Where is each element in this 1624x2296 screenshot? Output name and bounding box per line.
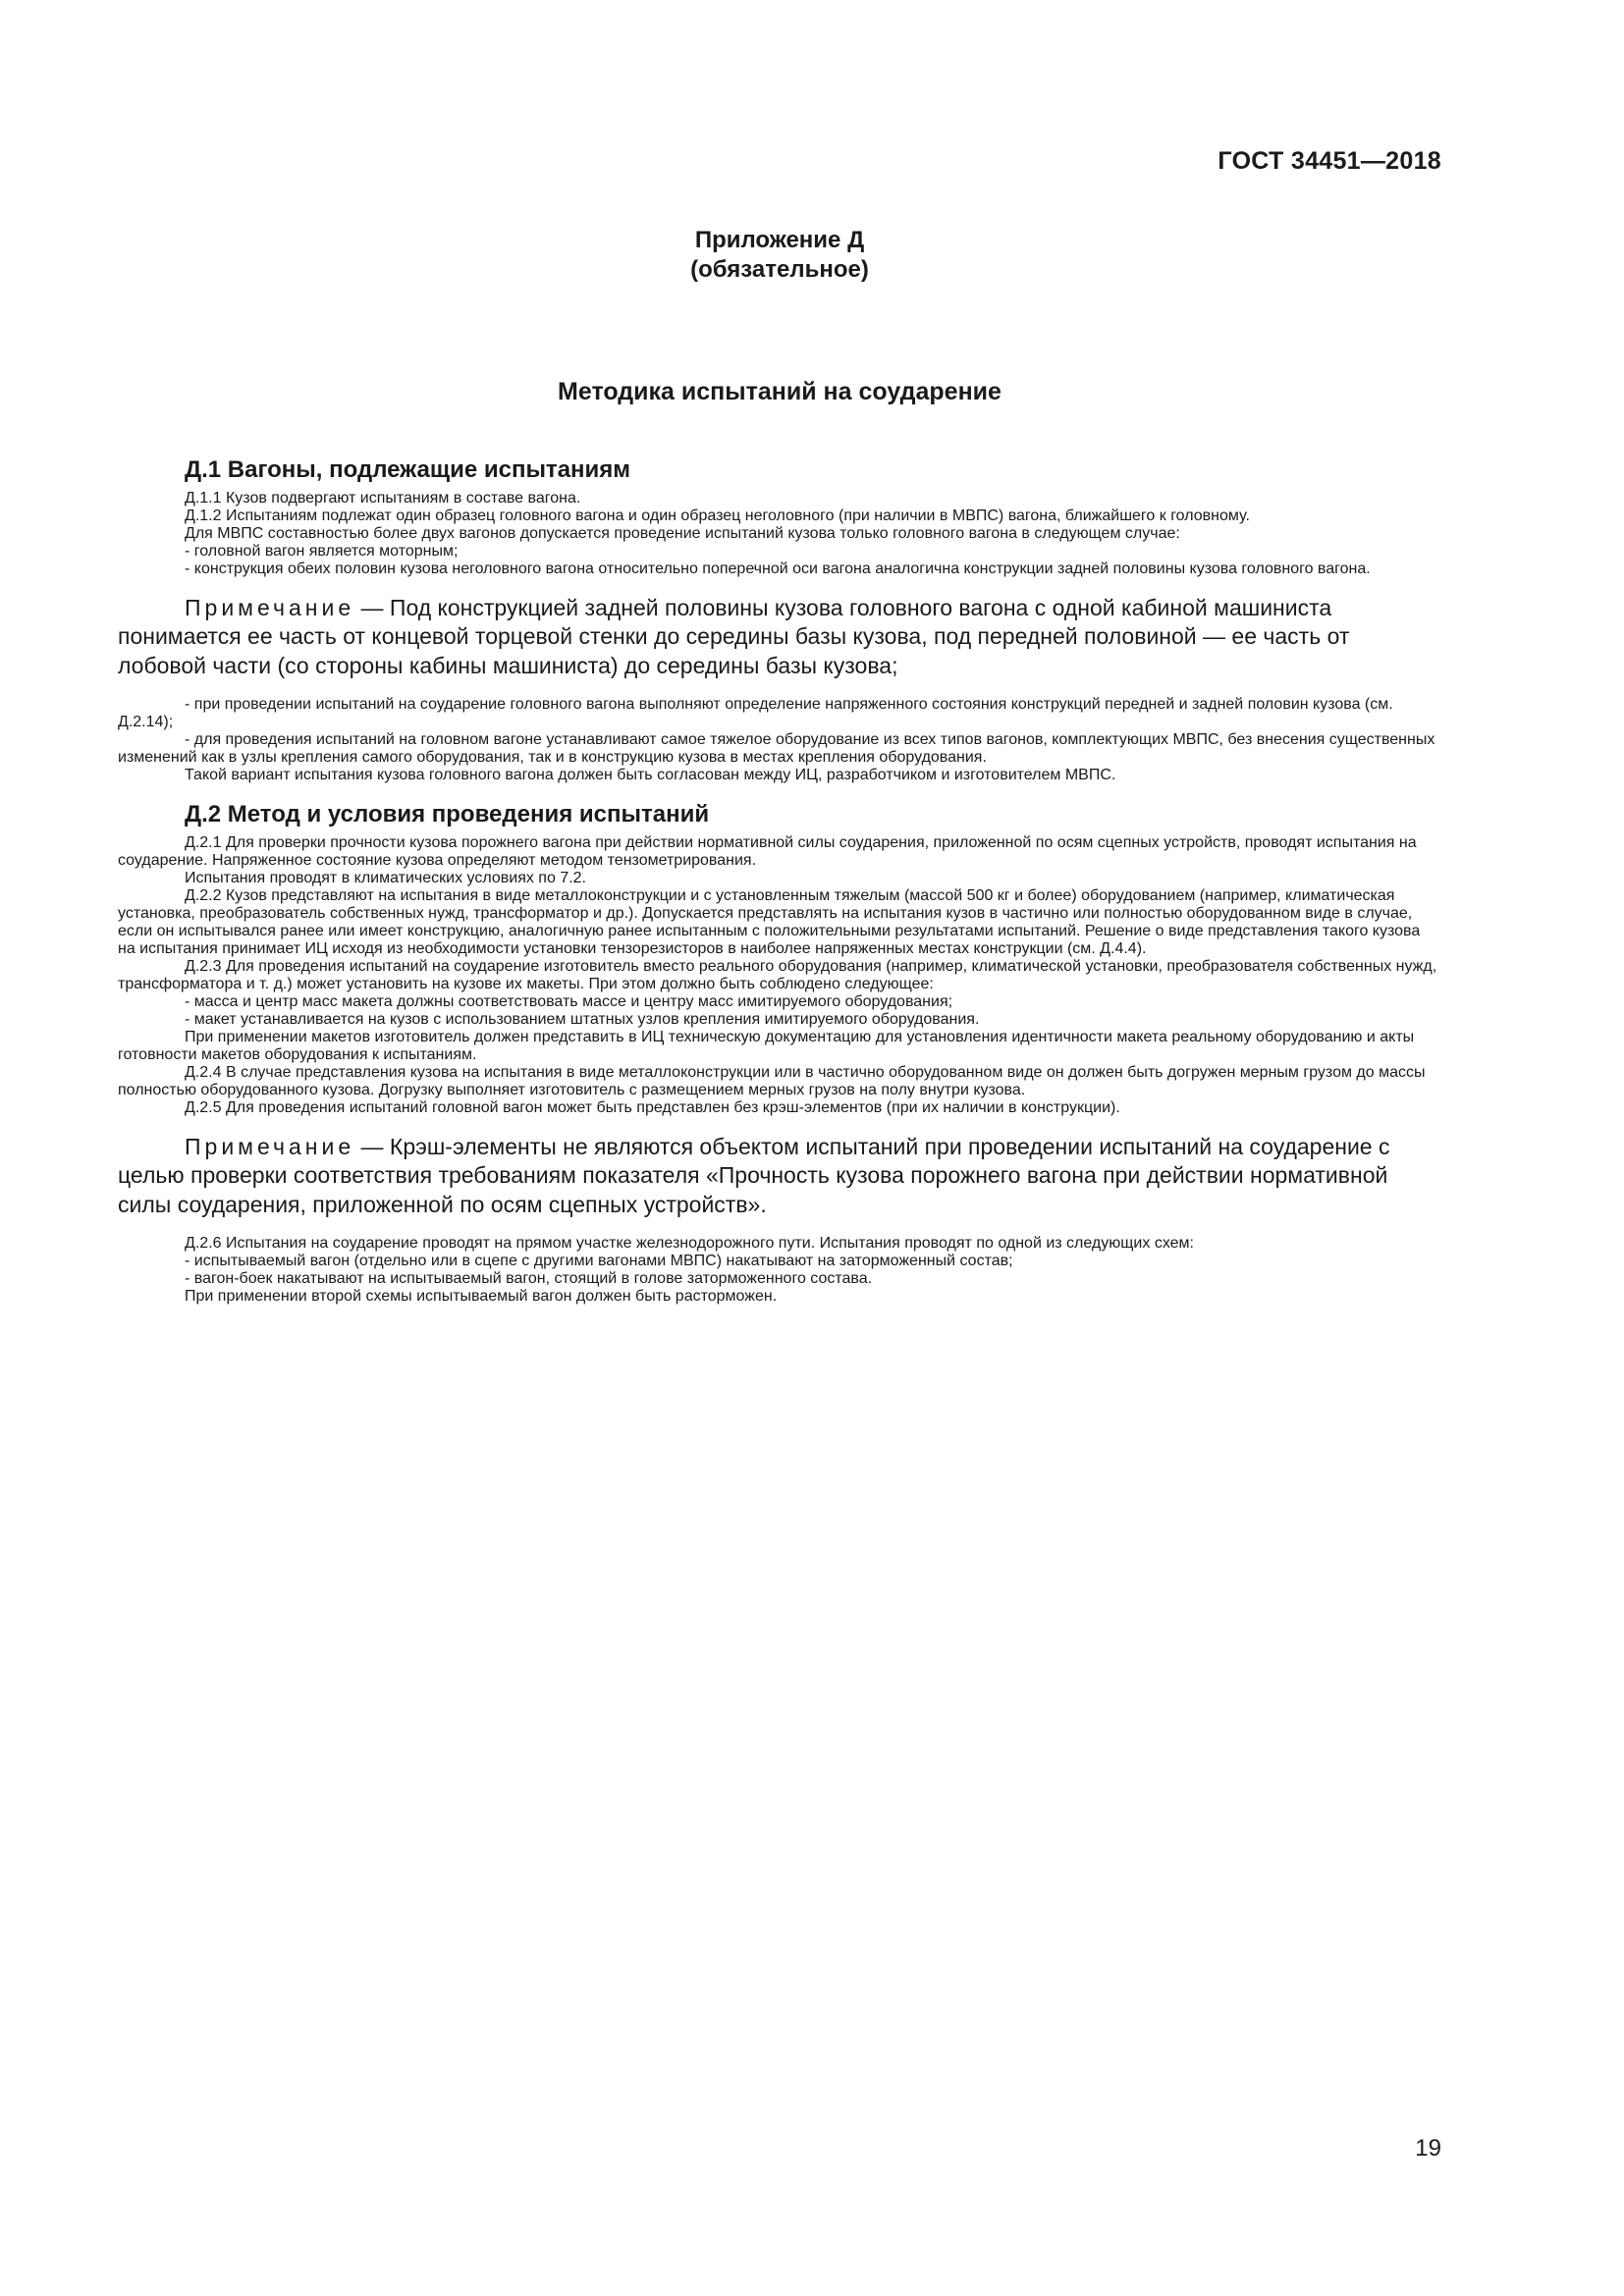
paragraph-d2-1: Д.2.1 Для проверки прочности кузова порожнего вагона при действии нормативной силы соударения, приложенной по осям сцепных устройств, проводят испытания на соударение. Напряженное состояние кузова определяют методом тензометрирования. bbox=[118, 833, 1417, 869]
document-title: Методика испытаний на соударение bbox=[558, 378, 1001, 405]
paragraph-d1-4: Такой вариант испытания кузова головного вагона должен быть согласован между ИЦ, разработчиком и изготовителем МВПС. bbox=[185, 767, 1116, 783]
list-item-d1-1: - головной вагон является моторным; bbox=[185, 542, 459, 560]
appendix-heading bbox=[118, 226, 1441, 285]
list-item-d2-1: - масса и центр масс макета должны соответствовать массе и центру масс имитируемого оборудования; bbox=[185, 992, 953, 1010]
paragraph-d2-5: При применении макетов изготовитель должен представить в ИЦ техническую документацию для установления идентичности макета реальному оборудованию и акты готовности макетов оборудования к испытаниям. bbox=[118, 1028, 1415, 1063]
list-item-d2-2: - макет устанавливается на кузов с использованием штатных узлов крепления имитируемого оборудования. bbox=[185, 1010, 980, 1028]
page-number: 19 bbox=[1415, 2135, 1441, 2162]
paragraph-d2-8: Д.2.6 Испытания на соударение проводят на прямом участке железнодорожного пути. Испытания проводят по одной из следующих схем: bbox=[185, 1235, 1194, 1252]
paragraph-d1-3: Для МВПС составностью более двух вагонов допускается проведение испытаний кузова только головного вагона в следующем случае: bbox=[185, 524, 1180, 542]
paragraph-d2-7: Д.2.5 Для проведения испытаний головной вагон может быть представлен без крэш-элементов (при их наличии в конструкции). bbox=[185, 1098, 1120, 1116]
paragraph-d2-2: Испытания проводят в климатических условиях по 7.2. bbox=[185, 869, 586, 886]
paragraph-d2-9: При применении второй схемы испытываемый вагон должен быть расторможен. bbox=[185, 1288, 778, 1305]
paragraph-d2-4: Д.2.3 Для проведения испытаний на соударение изготовитель вместо реального оборудования (например, климатической установки, преобразователя собственных нужд, трансформатора и т. д.) может установить на кузове их макеты. При этом должно быть соблюдено следующее: bbox=[118, 957, 1437, 992]
note-text: — Крэш-элементы не являются объектом испытаний при проведении испытаний на соударение с целью проверки соответствия требованиям показателя «Прочность кузова порожнего вагона при действии нормативной силы соударения, приложенной по осям сцепных устройств». bbox=[118, 1133, 1390, 1217]
list-item-d1-2: - конструкция обеих половин кузова неголовного вагона относительно поперечной оси вагона аналогична конструкции задней половины кузова головного вагона. bbox=[185, 560, 1371, 577]
list-item-d1-4: - для проведения испытаний на головном вагоне устанавливают самое тяжелое оборудование из всех типов вагонов, комплектующих МВПС, без внесения существенных изменений как в узлы крепления самого оборудования, так и в конструкцию кузова в местах крепления оборудования. bbox=[118, 731, 1435, 766]
note-label: Примечание bbox=[185, 594, 355, 620]
note-text: — Под конструкцией задней половины кузова головного вагона с одной кабиной машиниста понимается ее часть от концевой торцевой стенки до середины базы кузова, под передней половиной — ее часть от лобовой части (со стороны кабины машиниста) до середины базы кузова; bbox=[118, 594, 1350, 678]
document-body bbox=[118, 455, 1441, 1306]
appendix-status: (обязательное) bbox=[690, 256, 869, 283]
section-d1-heading: Д.1 Вагоны, подлежащие испытаниям bbox=[185, 456, 631, 483]
paragraph-d2-3: Д.2.2 Кузов представляют на испытания в виде металлоконструкции и с установленным тяжелым (массой 500 кг и более) оборудованием (например, климатическая установка, преобразователь собственных нужд, трансформатор и др.). Допускается представлять на испытания кузов в частично или полностью оборудованном виде в случае, если он испытывался ранее или имеет конструкцию, аналогичную ранее испытанным с положительными результатами испытаний. Решение о виде представления такого кузова на испытания принимает ИЦ исходя из необходимости установки тензорезисторов в наиболее напряженных местах конструкции (см. Д.4.4). bbox=[118, 886, 1421, 957]
list-item-d1-3: - при проведении испытаний на соударение головного вагона выполняют определение напряженного состояния конструкций передней и задней половин кузова (см. Д.2.14); bbox=[118, 696, 1393, 730]
paragraph-d1-2: Д.1.2 Испытаниям подлежат один образец головного вагона и один образец неголовного (при наличии в МВПС) вагона, ближайшего к головному. bbox=[185, 507, 1250, 524]
document-code: ГОСТ 34451—2018 bbox=[1218, 147, 1441, 175]
appendix-label: Приложение Д bbox=[694, 227, 865, 253]
paragraph-d2-6: Д.2.4 В случае представления кузова на испытания в виде металлоконструкции или в частично оборудованном виде он должен быть догружен мерным грузом до массы полностью оборудованного кузова. Догрузку выполняет изготовитель с размещением мерных грузов на полу внутри кузова. bbox=[118, 1063, 1426, 1098]
note-d2 bbox=[118, 1133, 1441, 1220]
list-item-d2-3: - испытываемый вагон (отдельно или в сцепе с другими вагонами МВПС) накатывают на заторможенный состав; bbox=[185, 1253, 1013, 1269]
paragraph-d1-1: Д.1.1 Кузов подвергают испытаниям в составе вагона. bbox=[185, 489, 581, 507]
note-d1 bbox=[118, 594, 1441, 681]
section-d2-heading: Д.2 Метод и условия проведения испытаний bbox=[185, 801, 710, 828]
list-item-d2-4: - вагон-боек накатывают на испытываемый вагон, стоящий в голове заторможенного состава. bbox=[185, 1270, 873, 1287]
note-label: Примечание bbox=[185, 1133, 355, 1159]
